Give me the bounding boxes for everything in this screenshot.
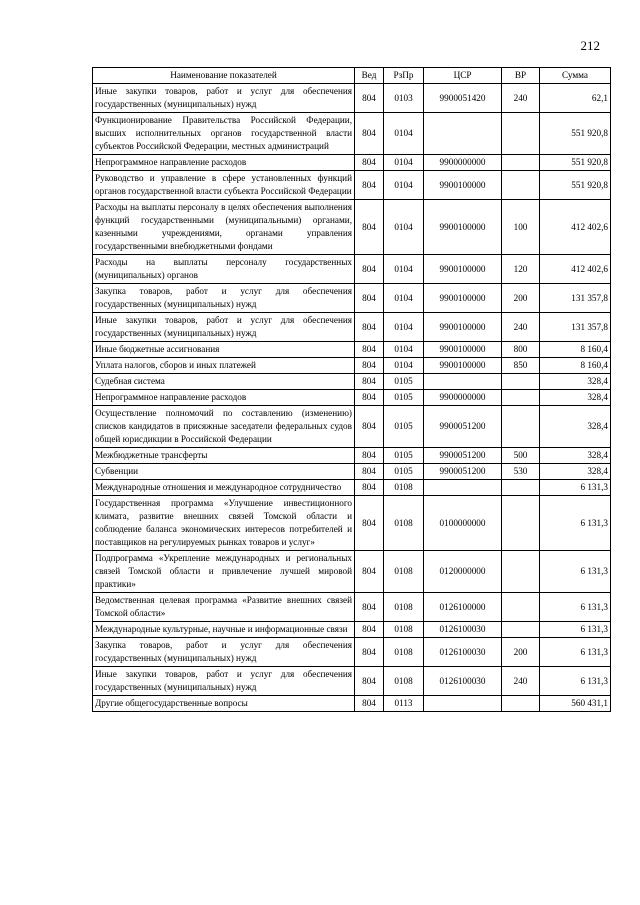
cell-name: Непрограммное направление расходов <box>93 390 355 406</box>
cell-vr <box>502 390 540 406</box>
cell-rzpr: 0108 <box>384 593 424 622</box>
cell-vr <box>502 171 540 200</box>
cell-rzpr: 0108 <box>384 638 424 667</box>
table-row <box>93 551 611 593</box>
cell-csr <box>424 113 502 155</box>
column-header-name: Наименование показателей <box>93 68 355 84</box>
table-row <box>93 313 611 342</box>
cell-sum: 551 920,8 <box>540 113 611 155</box>
cell-csr: 9900100000 <box>424 171 502 200</box>
cell-name: Осуществление полномочий по составлению (изменению) списков кандидатов в присяжные заседатели федеральных судов общей юрисдикции в Российской Федерации <box>93 406 355 448</box>
cell-rzpr: 0104 <box>384 171 424 200</box>
table-row <box>93 696 611 712</box>
cell-sum: 6 131,3 <box>540 593 611 622</box>
cell-csr: 9900100000 <box>424 284 502 313</box>
cell-csr <box>424 374 502 390</box>
cell-vr <box>502 113 540 155</box>
cell-sum: 6 131,3 <box>540 496 611 551</box>
cell-rzpr: 0104 <box>384 284 424 313</box>
cell-ved: 804 <box>355 551 384 593</box>
cell-ved: 804 <box>355 390 384 406</box>
cell-sum: 328,4 <box>540 406 611 448</box>
cell-rzpr: 0108 <box>384 667 424 696</box>
cell-vr: 530 <box>502 464 540 480</box>
cell-name: Межбюджетные трансферты <box>93 448 355 464</box>
table-row <box>93 593 611 622</box>
cell-vr: 120 <box>502 255 540 284</box>
cell-vr <box>502 374 540 390</box>
cell-name: Подпрограмма «Укрепление международных и региональных связей Томской области и привлечение лучшей мировой практики» <box>93 551 355 593</box>
table-row <box>93 358 611 374</box>
cell-csr: 9900100000 <box>424 200 502 255</box>
table-row <box>93 284 611 313</box>
cell-ved: 804 <box>355 667 384 696</box>
table-row <box>93 667 611 696</box>
cell-rzpr: 0104 <box>384 358 424 374</box>
cell-vr <box>502 696 540 712</box>
cell-sum: 131 357,8 <box>540 284 611 313</box>
cell-rzpr: 0113 <box>384 696 424 712</box>
cell-ved: 804 <box>355 284 384 313</box>
column-header-sum: Сумма <box>540 68 611 84</box>
cell-name: Расходы на выплаты персоналу государственных (муниципальных) органов <box>93 255 355 284</box>
cell-csr: 9900000000 <box>424 155 502 171</box>
cell-sum: 551 920,8 <box>540 155 611 171</box>
cell-sum: 62,1 <box>540 84 611 113</box>
cell-sum: 328,4 <box>540 448 611 464</box>
cell-ved: 804 <box>355 155 384 171</box>
cell-ved: 804 <box>355 464 384 480</box>
cell-sum: 8 160,4 <box>540 358 611 374</box>
cell-sum: 328,4 <box>540 390 611 406</box>
cell-vr <box>502 593 540 622</box>
cell-rzpr: 0105 <box>384 374 424 390</box>
cell-ved: 804 <box>355 358 384 374</box>
cell-vr <box>502 622 540 638</box>
cell-csr: 9900100000 <box>424 313 502 342</box>
cell-vr: 850 <box>502 358 540 374</box>
cell-ved: 804 <box>355 638 384 667</box>
cell-ved: 804 <box>355 593 384 622</box>
cell-name: Иные бюджетные ассигнования <box>93 342 355 358</box>
cell-rzpr: 0104 <box>384 200 424 255</box>
cell-name: Непрограммное направление расходов <box>93 155 355 171</box>
table-row <box>93 480 611 496</box>
cell-sum: 328,4 <box>540 374 611 390</box>
cell-name: Иные закупки товаров, работ и услуг для обеспечения государственных (муниципальных) нужд <box>93 84 355 113</box>
cell-vr: 200 <box>502 284 540 313</box>
cell-ved: 804 <box>355 448 384 464</box>
cell-csr: 0126100030 <box>424 667 502 696</box>
table-row <box>93 342 611 358</box>
table-row <box>93 496 611 551</box>
cell-ved: 804 <box>355 200 384 255</box>
cell-name: Государственная программа «Улучшение инвестиционного климата, развитие внешних связей Томской области и соблюдение баланса экономических интересов потребителей и поставщиков на регулируемых рынках товаров и услуг» <box>93 496 355 551</box>
cell-rzpr: 0105 <box>384 406 424 448</box>
cell-csr: 9900051200 <box>424 464 502 480</box>
cell-rzpr: 0108 <box>384 622 424 638</box>
page-number: 212 <box>580 38 600 53</box>
cell-vr <box>502 496 540 551</box>
cell-name: Международные культурные, научные и информационные связи <box>93 622 355 638</box>
column-header-ved: Вед <box>355 68 384 84</box>
cell-csr: 9900051420 <box>424 84 502 113</box>
cell-ved: 804 <box>355 171 384 200</box>
cell-vr: 240 <box>502 313 540 342</box>
cell-ved: 804 <box>355 496 384 551</box>
cell-ved: 804 <box>355 313 384 342</box>
cell-name: Уплата налогов, сборов и иных платежей <box>93 358 355 374</box>
cell-rzpr: 0104 <box>384 313 424 342</box>
cell-sum: 6 131,3 <box>540 667 611 696</box>
cell-rzpr: 0108 <box>384 480 424 496</box>
cell-rzpr: 0104 <box>384 342 424 358</box>
cell-ved: 804 <box>355 84 384 113</box>
cell-csr: 9900100000 <box>424 342 502 358</box>
table-row <box>93 171 611 200</box>
cell-rzpr: 0105 <box>384 390 424 406</box>
cell-vr: 240 <box>502 84 540 113</box>
cell-rzpr: 0108 <box>384 551 424 593</box>
column-header-rzpr: РзПр <box>384 68 424 84</box>
cell-vr: 240 <box>502 667 540 696</box>
cell-rzpr: 0103 <box>384 84 424 113</box>
cell-csr: 0126100030 <box>424 622 502 638</box>
cell-vr: 200 <box>502 638 540 667</box>
cell-ved: 804 <box>355 622 384 638</box>
cell-name: Иные закупки товаров, работ и услуг для обеспечения государственных (муниципальных) нужд <box>93 667 355 696</box>
cell-csr: 9900100000 <box>424 255 502 284</box>
cell-sum: 6 131,3 <box>540 551 611 593</box>
table-row <box>93 374 611 390</box>
cell-sum: 412 402,6 <box>540 200 611 255</box>
cell-name: Другие общегосударственные вопросы <box>93 696 355 712</box>
table-row <box>93 390 611 406</box>
cell-ved: 804 <box>355 480 384 496</box>
cell-rzpr: 0104 <box>384 113 424 155</box>
table-row <box>93 464 611 480</box>
cell-name: Ведомственная целевая программа «Развитие внешних связей Томской области» <box>93 593 355 622</box>
cell-name: Расходы на выплаты персоналу в целях обеспечения выполнения функций государственными (муниципальными) органами, казенными учреждениями, органами управления государственными внебюджетными фондами <box>93 200 355 255</box>
cell-name: Закупка товаров, работ и услуг для обеспечения государственных (муниципальных) нужд <box>93 638 355 667</box>
table-row <box>93 622 611 638</box>
cell-csr: 9900051200 <box>424 406 502 448</box>
table-row <box>93 638 611 667</box>
cell-csr: 9900051200 <box>424 448 502 464</box>
table-row <box>93 84 611 113</box>
cell-sum: 551 920,8 <box>540 171 611 200</box>
cell-sum: 6 131,3 <box>540 622 611 638</box>
cell-vr <box>502 480 540 496</box>
cell-ved: 804 <box>355 113 384 155</box>
cell-name: Закупка товаров, работ и услуг для обеспечения государственных (муниципальных) нужд <box>93 284 355 313</box>
table-row <box>93 113 611 155</box>
cell-vr: 100 <box>502 200 540 255</box>
cell-rzpr: 0104 <box>384 255 424 284</box>
cell-vr <box>502 551 540 593</box>
cell-csr: 9900100000 <box>424 358 502 374</box>
cell-sum: 6 131,3 <box>540 480 611 496</box>
cell-name: Руководство и управление в сфере установленных функций органов государственной власти субъекта Российской Федерации <box>93 171 355 200</box>
cell-csr: 0120000000 <box>424 551 502 593</box>
cell-vr <box>502 406 540 448</box>
column-header-csr: ЦСР <box>424 68 502 84</box>
cell-ved: 804 <box>355 255 384 284</box>
cell-rzpr: 0105 <box>384 464 424 480</box>
cell-vr: 500 <box>502 448 540 464</box>
table-row <box>93 255 611 284</box>
cell-sum: 328,4 <box>540 464 611 480</box>
budget-table <box>92 67 611 712</box>
table-row <box>93 406 611 448</box>
cell-sum: 8 160,4 <box>540 342 611 358</box>
table-row <box>93 200 611 255</box>
cell-csr: 0100000000 <box>424 496 502 551</box>
cell-csr <box>424 696 502 712</box>
cell-name: Международные отношения и международное сотрудничество <box>93 480 355 496</box>
cell-rzpr: 0108 <box>384 496 424 551</box>
column-header-vr: ВР <box>502 68 540 84</box>
cell-name: Иные закупки товаров, работ и услуг для обеспечения государственных (муниципальных) нужд <box>93 313 355 342</box>
cell-csr: 9900000000 <box>424 390 502 406</box>
cell-sum: 6 131,3 <box>540 638 611 667</box>
cell-rzpr: 0105 <box>384 448 424 464</box>
cell-ved: 804 <box>355 696 384 712</box>
cell-csr <box>424 480 502 496</box>
table-row <box>93 448 611 464</box>
cell-sum: 131 357,8 <box>540 313 611 342</box>
cell-vr <box>502 155 540 171</box>
cell-ved: 804 <box>355 374 384 390</box>
cell-sum: 412 402,6 <box>540 255 611 284</box>
cell-sum: 560 431,1 <box>540 696 611 712</box>
cell-name: Функционирование Правительства Российской Федерации, высших исполнительных органов государственной власти субъектов Российской Федерации, местных администраций <box>93 113 355 155</box>
cell-ved: 804 <box>355 406 384 448</box>
cell-name: Субвенции <box>93 464 355 480</box>
table-header-row <box>93 68 611 84</box>
table-row <box>93 155 611 171</box>
cell-rzpr: 0104 <box>384 155 424 171</box>
cell-name: Судебная система <box>93 374 355 390</box>
cell-csr: 0126100000 <box>424 593 502 622</box>
cell-vr: 800 <box>502 342 540 358</box>
cell-csr: 0126100030 <box>424 638 502 667</box>
cell-ved: 804 <box>355 342 384 358</box>
